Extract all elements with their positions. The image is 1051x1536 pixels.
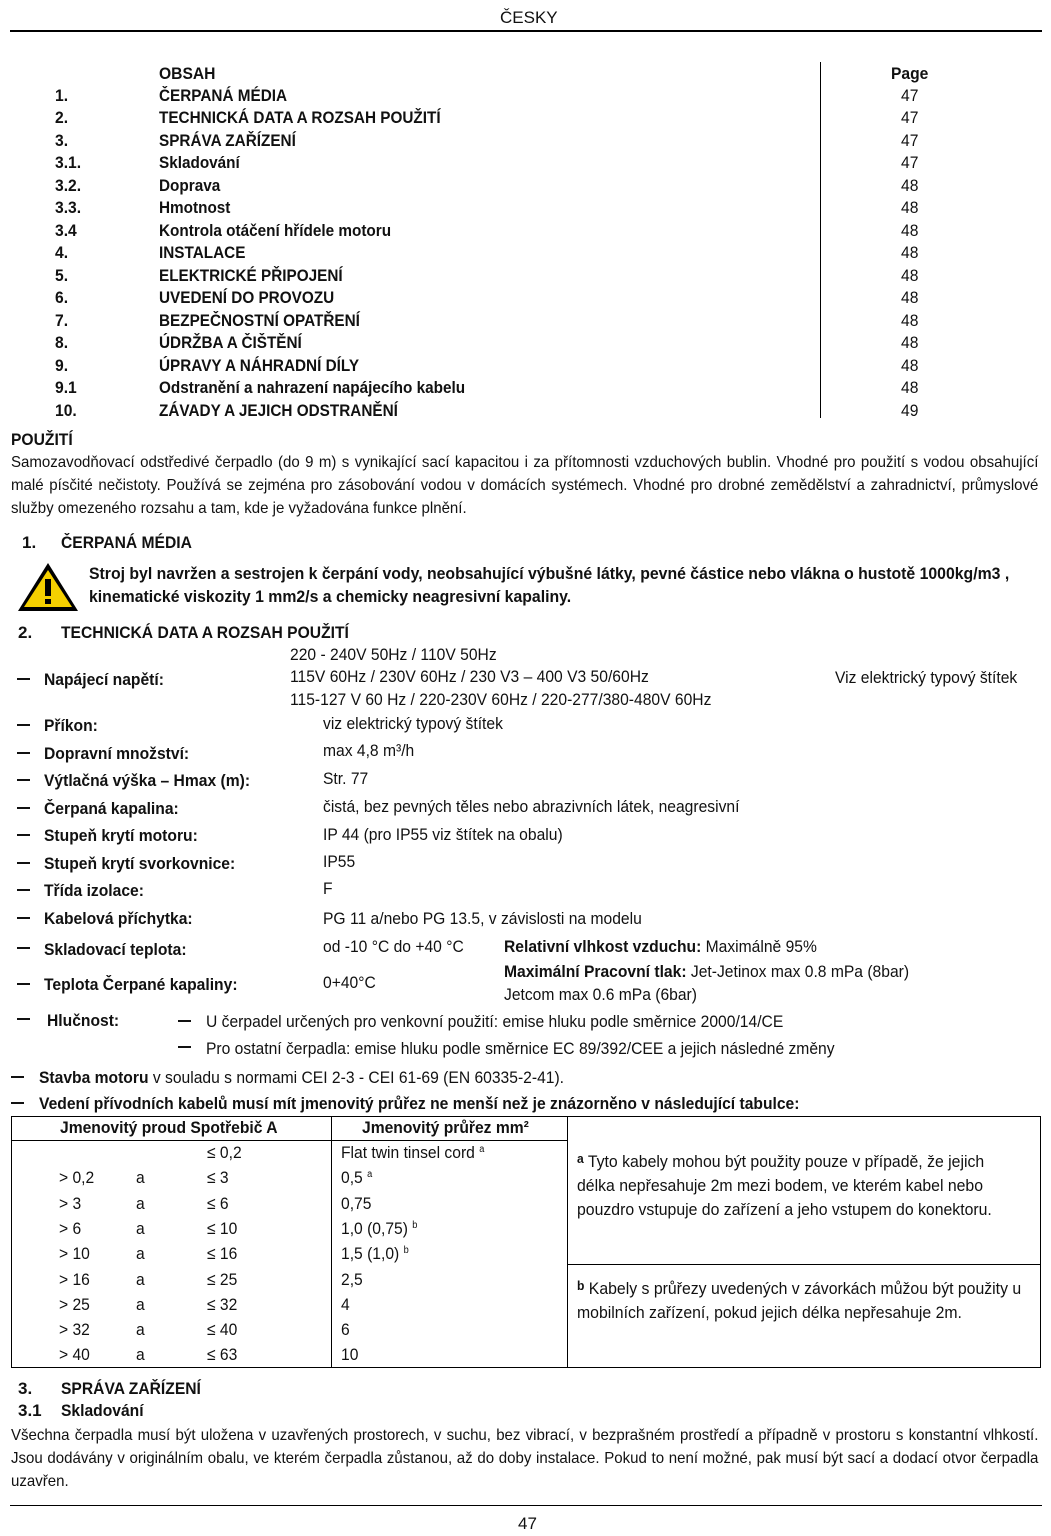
toc-item-page: 48 [901, 266, 919, 285]
storage-temp-label: Skladovací teplota: [44, 940, 187, 959]
current-from: > 32 [59, 1320, 90, 1340]
bullet-dash [17, 917, 30, 919]
current-from: > 25 [59, 1294, 90, 1314]
toc-title: OBSAH [159, 64, 216, 83]
pressure-value-2: Jetcom max 0.6 mPa (6bar) [504, 985, 697, 1004]
toc-item-number: 3.4 [55, 221, 77, 240]
toc-item [55, 243, 935, 265]
warning-text-line-1: Stroj byl navržen a sestrojen k čerpání vody, neobsahující výbušné látky, pevné částice nebo vlákna o hustotě 1000kg/m3 , [89, 564, 1010, 583]
note-a-text: Tyto kabely mohou být použity pouze v případě, že jejich délka nepřesahuje 2m mezi bodem, ve kterém kabel nebo pouzdro vstupuje do zařízení a jeho vstupem do konektoru. [577, 1152, 992, 1219]
toc-item-page: 47 [901, 131, 919, 150]
table-column-rule [567, 1117, 568, 1367]
noise-item-2: Pro ostatní čerpadla: emise hluku podle směrnice EC 89/392/CEE a jejich následné změny [206, 1039, 835, 1058]
toc-item-number: 3.1. [55, 153, 82, 172]
spec-value: viz elektrický typový štítek [323, 714, 503, 733]
note-b [577, 1274, 1023, 1325]
motor-standard-text: v souladu s normami CEI 2-3 - CEI 61-69 (EN 60335-2-41). [148, 1068, 565, 1087]
bullet-dash [17, 678, 30, 680]
cross-section [341, 1194, 371, 1214]
page-number: 47 [518, 1514, 537, 1533]
toc-item [55, 356, 935, 378]
spec-label: Stupeň krytí svorkovnice: [44, 854, 236, 873]
toc-item-title: ZÁVADY A JEJICH ODSTRANĚNÍ [159, 401, 398, 420]
current-to: ≤ 25 [207, 1269, 238, 1289]
voltage-note: Viz elektrický typový štítek [835, 668, 1018, 687]
current-separator: a [136, 1244, 145, 1264]
cross-section-value: 1,5 (1,0) [341, 1244, 400, 1264]
cross-section [341, 1270, 363, 1290]
current-to: ≤ 3 [207, 1168, 229, 1188]
warning-text-line-2: kinematické viskozity 1 mm2/s a chemicky neagresivní kapaliny. [89, 587, 572, 606]
toc-item-page: 47 [901, 108, 919, 127]
toc-item-page: 49 [901, 401, 919, 420]
cross-section [341, 1168, 372, 1188]
toc-divider [820, 62, 821, 418]
voltage-line-2: 115V 60Hz / 230V 60Hz / 230 V3 – 400 V3 50/60Hz [290, 667, 649, 686]
page-header-language: ČESKY [500, 8, 558, 27]
humidity-row [504, 937, 817, 957]
header-section: Jmenovitý průřez mm² [362, 1118, 529, 1137]
spec-label: Příkon: [44, 716, 98, 735]
toc-item [55, 266, 935, 288]
toc-item-title: Doprava [159, 176, 221, 195]
spec-value: IP 44 (pro IP55 viz štítek na obalu) [323, 825, 563, 844]
motor-standard-label: Stavba motoru [39, 1068, 149, 1087]
toc-item-number: 3.3. [55, 198, 82, 217]
current-from: > 0,2 [59, 1168, 95, 1188]
cross-section-value: 2,5 [341, 1269, 363, 1289]
current-from: > 16 [59, 1269, 90, 1289]
table-column-rule [331, 1117, 332, 1367]
toc-item-page: 48 [901, 288, 919, 307]
liquid-temp-value: 0+40°C [323, 973, 376, 992]
toc-item-number: 10. [55, 401, 77, 420]
toc-item-page: 48 [901, 198, 919, 217]
toc-item-title: Hmotnost [159, 198, 231, 217]
current-from: > 10 [59, 1244, 90, 1264]
toc-item [55, 108, 935, 130]
toc-page-header: Page [891, 64, 929, 83]
header-current: Jmenovitý proud Spotřebič A [60, 1118, 278, 1137]
current-separator: a [136, 1269, 145, 1289]
spec-value: PG 11 a/nebo PG 13.5, v závislosti na modelu [323, 909, 642, 928]
spec-label: Výtlačná výška – Hmax (m): [44, 771, 251, 790]
toc-item [55, 86, 935, 108]
bullet-dash [17, 807, 30, 809]
bullet-dash [178, 1046, 191, 1048]
toc-item [55, 378, 935, 400]
section-3-title: SPRÁVA ZAŘÍZENÍ [61, 1379, 201, 1398]
pressure-value-1: Jet-Jetinox max 0.8 mPa (8bar) [686, 962, 910, 981]
note-b-mark: b [577, 1278, 585, 1293]
pressure-row [504, 962, 909, 982]
spec-value: čistá, bez pevných těles nebo abrazivních látek, neagresivní [323, 797, 740, 816]
toc-item-title: BEZPEČNOSTNÍ OPATŘENÍ [159, 311, 360, 330]
toc-item-title: Kontrola otáčení hřídele motoru [159, 221, 392, 240]
toc-item-number: 4. [55, 243, 69, 262]
motor-standard [39, 1068, 564, 1088]
notes-divider [567, 1264, 1040, 1265]
current-from: > 40 [59, 1345, 90, 1365]
current-to: ≤ 32 [207, 1294, 238, 1314]
storage-temp-value: od -10 °C do +40 °C [323, 937, 464, 956]
toc-item-page: 48 [901, 311, 919, 330]
current-separator: a [136, 1320, 145, 1340]
voltage-line-1: 220 - 240V 50Hz / 110V 50Hz [290, 645, 497, 664]
humidity-label: Relativní vlhkost vzduchu: [504, 937, 702, 956]
note-b-text: Kabely s průřezy uvedených v závorkách můžou být použity u mobilních zařízení, pokud jejich délka nepřesahuje 2m. [577, 1279, 1022, 1322]
toc-item [55, 288, 935, 310]
bullet-dash [17, 862, 30, 864]
cross-section [341, 1244, 409, 1264]
current-from: > 3 [59, 1193, 82, 1213]
bullet-dash [17, 947, 30, 949]
toc-item-number: 3. [55, 131, 69, 150]
toc-item-page: 48 [901, 221, 919, 240]
current-to: ≤ 0,2 [207, 1143, 242, 1162]
current-separator: a [136, 1218, 145, 1238]
section-1-number: 1. [22, 533, 37, 552]
current-separator: a [136, 1294, 145, 1314]
cross-section-note-mark: a [479, 1144, 485, 1155]
pressure-label: Maximální Pracovní tlak: [504, 962, 687, 981]
usage-paragraph: Samozavodňovací odstředivé čerpadlo (do 9 m) s vynikající sací kapacitou i za přítomnosti vzduchových bublin. Vhodné pro použití s vodou obsahující malé písčité nečistoty. Používá se zejména pro zásobování vodou v domácích systémech. Vhodné pro drobné zemědělství a zahradnictví, průmyslové služby omezeného rozsahu a tam, kde je vyžadována funkce plnění. [11, 454, 1039, 517]
toc-item [55, 176, 935, 198]
cross-section-value: 1,0 (0,75) [341, 1218, 408, 1238]
spec-label: Čerpaná kapalina: [44, 799, 179, 818]
bullet-dash [11, 1076, 24, 1078]
cross-section-value: Flat twin tinsel cord [341, 1143, 475, 1162]
toc-item-number: 9.1 [55, 378, 77, 397]
bullet-dash [17, 779, 30, 781]
cross-section-value: 4 [341, 1294, 350, 1314]
liquid-temp-label: Teplota Čerpané kapaliny: [44, 975, 238, 994]
spec-value: Str. 77 [323, 769, 369, 788]
section-2-title: TECHNICKÁ DATA A ROZSAH POUŽITÍ [61, 623, 349, 642]
bullet-dash [17, 834, 30, 836]
header-rule [10, 30, 1042, 32]
cross-section [341, 1320, 350, 1340]
storage-paragraph: Všechna čerpadla musí být uložena v uzavřených prostorech, v suchu, bez vibrací, v bezprašném prostředí a případně v prostoru s konstantní vlhkostí. Jsou dodávány v originálním obalu, ve kterém čerpadla zůstanou, až do doby instalace. Pokud to není možné, pak musí být sací a dodací otvor čerpadla uzavřen. [11, 1427, 1039, 1490]
cross-section-note-mark: b [412, 1219, 418, 1231]
current-to: ≤ 16 [207, 1244, 238, 1264]
voltage-label: Napájecí napětí: [44, 670, 164, 689]
cross-section [341, 1345, 358, 1365]
section-3-number: 3. [18, 1379, 33, 1398]
toc-item [55, 311, 935, 333]
cable-section-table [11, 1116, 1041, 1368]
cross-section [341, 1295, 350, 1315]
toc-item-number: 2. [55, 108, 69, 127]
spec-value: IP55 [323, 852, 356, 871]
spec-label: Třída izolace: [44, 881, 144, 900]
bullet-dash [11, 1102, 24, 1104]
noise-label: Hlučnost: [47, 1011, 120, 1030]
cables-intro: Vedení přívodních kabelů musí mít jmenovitý průřez ne menší než je znázorněno v následující tabulce: [39, 1094, 800, 1113]
current-to: ≤ 6 [207, 1193, 229, 1213]
toc-item-page: 48 [901, 243, 919, 262]
humidity-value: Maximálně 95% [701, 937, 817, 956]
toc-item-number: 8. [55, 333, 69, 352]
warning-triangle-icon [16, 561, 80, 613]
cross-section-value: 6 [341, 1320, 350, 1340]
section-1-title: ČERPANÁ MÉDIA [61, 533, 192, 552]
spec-value: F [323, 879, 333, 898]
cross-section-value: 0,75 [341, 1193, 372, 1213]
toc-item-title: TECHNICKÁ DATA A ROZSAH POUŽITÍ [159, 108, 441, 127]
cross-section-value: 0,5 [341, 1168, 363, 1188]
spec-label: Dopravní množství: [44, 744, 190, 763]
section-3-1-number: 3.1 [18, 1401, 42, 1420]
toc-item-number: 7. [55, 311, 69, 330]
spec-label: Kabelová příchytka: [44, 909, 193, 928]
voltage-line-3: 115-127 V 60 Hz / 220-230V 60Hz / 220-277/380-480V 60Hz [290, 690, 712, 709]
toc-item-page: 48 [901, 378, 919, 397]
table-header-rule [12, 1140, 567, 1141]
toc-item-title: ELEKTRICKÉ PŘIPOJENÍ [159, 266, 343, 285]
bullet-dash [17, 724, 30, 726]
current-to: ≤ 63 [207, 1345, 238, 1365]
bullet-dash [17, 889, 30, 891]
section-3-1-title: Skladování [61, 1401, 144, 1420]
spec-value: max 4,8 m³/h [323, 741, 415, 760]
toc-item-title: ČERPANÁ MÉDIA [159, 86, 288, 105]
cross-section [341, 1143, 484, 1163]
note-a-mark: a [577, 1151, 584, 1166]
current-separator: a [136, 1168, 145, 1188]
toc-item-page: 48 [901, 356, 919, 375]
toc-item [55, 221, 935, 243]
current-to: ≤ 10 [207, 1218, 238, 1238]
toc-item [55, 333, 935, 355]
toc-item-title: INSTALACE [159, 243, 246, 262]
current-separator: a [136, 1345, 145, 1365]
toc-item [55, 131, 935, 153]
bullet-dash [17, 983, 30, 985]
toc-item-page: 48 [901, 176, 919, 195]
note-a [577, 1147, 1023, 1222]
toc-item-page: 47 [901, 153, 919, 172]
toc-item-title: UVEDENÍ DO PROVOZU [159, 288, 335, 307]
toc-item-number: 5. [55, 266, 69, 285]
toc-item-title: Skladování [159, 153, 240, 172]
cross-section-note-mark: a [367, 1169, 373, 1181]
toc-item-page: 47 [901, 86, 919, 105]
bullet-dash [17, 752, 30, 754]
toc-item-number: 1. [55, 86, 69, 105]
toc-item-number: 3.2. [55, 176, 82, 195]
toc-item-title: ÚDRŽBA A ČIŠTĚNÍ [159, 333, 302, 352]
bullet-dash [17, 1018, 30, 1020]
bullet-dash [178, 1020, 191, 1022]
toc-item [55, 198, 935, 220]
toc-item-number: 9. [55, 356, 69, 375]
toc-item-title: ÚPRAVY A NÁHRADNÍ DÍLY [159, 356, 360, 375]
spec-label: Stupeň krytí motoru: [44, 826, 198, 845]
toc-item-title: SPRÁVA ZAŘÍZENÍ [159, 131, 296, 150]
cross-section-note-mark: b [403, 1245, 409, 1257]
toc-item-page: 48 [901, 333, 919, 352]
current-to: ≤ 40 [207, 1320, 238, 1340]
footer-rule [10, 1505, 1042, 1506]
toc-item-number: 6. [55, 288, 69, 307]
current-from: > 6 [59, 1218, 82, 1238]
current-separator: a [136, 1193, 145, 1213]
cross-section [341, 1219, 417, 1239]
noise-item-1: U čerpadel určených pro venkovní použití: emise hluku podle směrnice 2000/14/CE [206, 1012, 784, 1031]
section-2-number: 2. [18, 623, 33, 642]
cross-section-value: 10 [341, 1345, 359, 1365]
usage-heading: POUŽITÍ [11, 430, 73, 449]
toc-item [55, 153, 935, 175]
toc-item [55, 401, 935, 423]
toc-item-title: Odstranění a nahrazení napájecího kabelu [159, 378, 466, 397]
